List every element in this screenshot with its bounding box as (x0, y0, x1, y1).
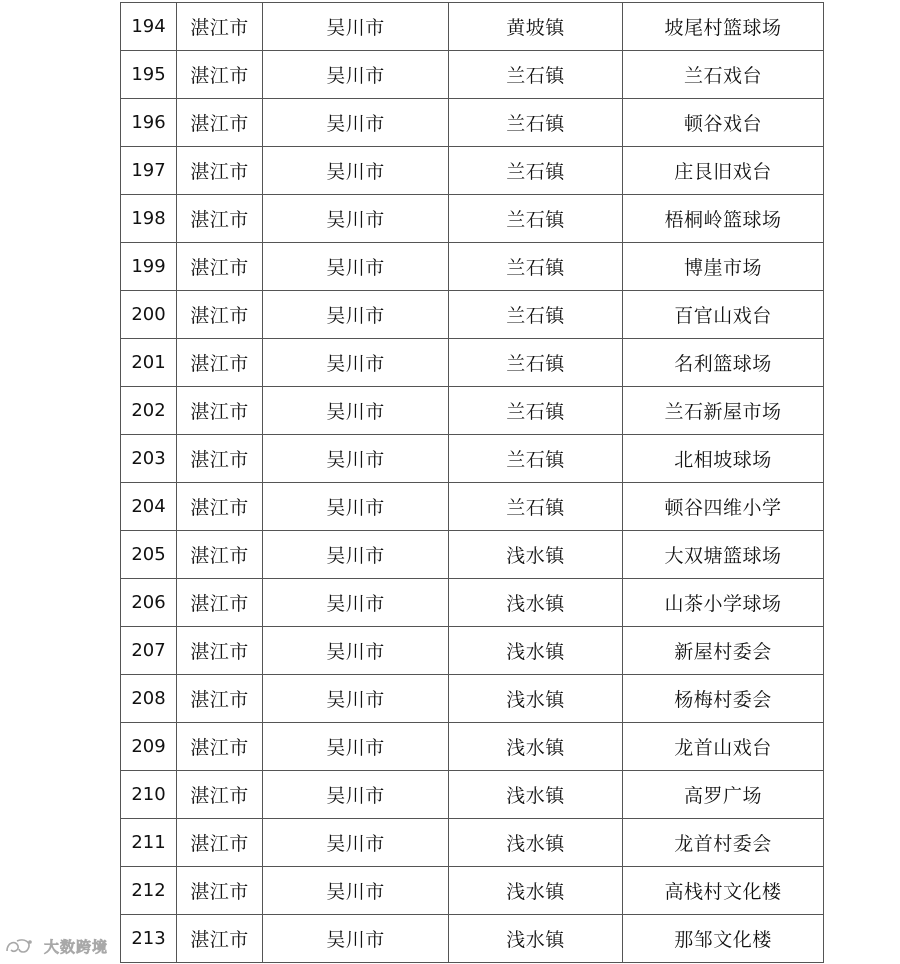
city-cell: 湛江市 (177, 483, 263, 531)
town-cell: 浅水镇 (449, 915, 623, 963)
venue-cell: 北相坡球场 (623, 435, 824, 483)
table-row (121, 3, 824, 51)
town-cell: 兰石镇 (449, 435, 623, 483)
table-row (121, 867, 824, 915)
county-cell: 吴川市 (263, 291, 449, 339)
table-row (121, 435, 824, 483)
town-cell: 浅水镇 (449, 531, 623, 579)
brand-logo-icon (4, 936, 38, 956)
table-row (121, 483, 824, 531)
venue-cell: 庄艮旧戏台 (623, 147, 824, 195)
row-number-cell: 197 (121, 147, 177, 195)
row-number-cell: 205 (121, 531, 177, 579)
city-cell: 湛江市 (177, 339, 263, 387)
city-cell: 湛江市 (177, 627, 263, 675)
row-number-cell: 203 (121, 435, 177, 483)
venue-cell: 那邹文化楼 (623, 915, 824, 963)
city-cell: 湛江市 (177, 867, 263, 915)
table-row (121, 51, 824, 99)
table-row (121, 243, 824, 291)
row-number-cell: 208 (121, 675, 177, 723)
town-cell: 兰石镇 (449, 195, 623, 243)
row-number-cell: 206 (121, 579, 177, 627)
row-number-cell: 207 (121, 627, 177, 675)
row-number-cell: 196 (121, 99, 177, 147)
city-cell: 湛江市 (177, 771, 263, 819)
venue-cell: 龙首村委会 (623, 819, 824, 867)
row-number-cell: 210 (121, 771, 177, 819)
watermark-text: 大数跨境 (44, 937, 109, 956)
town-cell: 兰石镇 (449, 51, 623, 99)
county-cell: 吴川市 (263, 99, 449, 147)
city-cell: 湛江市 (177, 435, 263, 483)
county-cell: 吴川市 (263, 675, 449, 723)
town-cell: 兰石镇 (449, 147, 623, 195)
table-row (121, 819, 824, 867)
row-number-cell: 199 (121, 243, 177, 291)
venue-cell: 梧桐岭篮球场 (623, 195, 824, 243)
town-cell: 兰石镇 (449, 99, 623, 147)
document-sheet (120, 2, 823, 963)
county-cell: 吴川市 (263, 339, 449, 387)
table-row (121, 147, 824, 195)
town-cell: 兰石镇 (449, 483, 623, 531)
city-cell: 湛江市 (177, 291, 263, 339)
county-cell: 吴川市 (263, 579, 449, 627)
row-number-cell: 200 (121, 291, 177, 339)
venue-cell: 坡尾村篮球场 (623, 3, 824, 51)
venue-cell: 兰石新屋市场 (623, 387, 824, 435)
city-cell: 湛江市 (177, 531, 263, 579)
table-row (121, 771, 824, 819)
city-cell: 湛江市 (177, 387, 263, 435)
county-cell: 吴川市 (263, 435, 449, 483)
city-cell: 湛江市 (177, 819, 263, 867)
town-cell: 浅水镇 (449, 579, 623, 627)
town-cell: 浅水镇 (449, 819, 623, 867)
row-number-cell: 212 (121, 867, 177, 915)
venue-cell: 山茶小学球场 (623, 579, 824, 627)
table-row (121, 675, 824, 723)
venue-cell: 兰石戏台 (623, 51, 824, 99)
city-cell: 湛江市 (177, 243, 263, 291)
city-cell: 湛江市 (177, 723, 263, 771)
city-cell: 湛江市 (177, 675, 263, 723)
table-row (121, 531, 824, 579)
table-row (121, 627, 824, 675)
county-cell: 吴川市 (263, 243, 449, 291)
county-cell: 吴川市 (263, 627, 449, 675)
venue-cell: 博崖市场 (623, 243, 824, 291)
town-cell: 浅水镇 (449, 627, 623, 675)
venue-cell: 顿谷戏台 (623, 99, 824, 147)
venue-cell: 名利篮球场 (623, 339, 824, 387)
venue-cell: 大双塘篮球场 (623, 531, 824, 579)
venue-cell: 百官山戏台 (623, 291, 824, 339)
city-cell: 湛江市 (177, 915, 263, 963)
venue-table (120, 2, 824, 963)
city-cell: 湛江市 (177, 99, 263, 147)
table-body (121, 3, 824, 963)
town-cell: 兰石镇 (449, 387, 623, 435)
town-cell: 浅水镇 (449, 675, 623, 723)
venue-cell: 杨梅村委会 (623, 675, 824, 723)
table-row (121, 339, 824, 387)
table-row (121, 99, 824, 147)
venue-cell: 龙首山戏台 (623, 723, 824, 771)
county-cell: 吴川市 (263, 51, 449, 99)
town-cell: 浅水镇 (449, 723, 623, 771)
row-number-cell: 209 (121, 723, 177, 771)
venue-cell: 高栈村文化楼 (623, 867, 824, 915)
town-cell: 浅水镇 (449, 867, 623, 915)
row-number-cell: 195 (121, 51, 177, 99)
row-number-cell: 202 (121, 387, 177, 435)
venue-cell: 新屋村委会 (623, 627, 824, 675)
town-cell: 兰石镇 (449, 291, 623, 339)
county-cell: 吴川市 (263, 195, 449, 243)
county-cell: 吴川市 (263, 3, 449, 51)
county-cell: 吴川市 (263, 531, 449, 579)
town-cell: 兰石镇 (449, 339, 623, 387)
county-cell: 吴川市 (263, 723, 449, 771)
row-number-cell: 194 (121, 3, 177, 51)
venue-cell: 顿谷四维小学 (623, 483, 824, 531)
county-cell: 吴川市 (263, 387, 449, 435)
table-row (121, 915, 824, 963)
watermark (4, 935, 108, 957)
city-cell: 湛江市 (177, 579, 263, 627)
town-cell: 兰石镇 (449, 243, 623, 291)
row-number-cell: 211 (121, 819, 177, 867)
table-row (121, 579, 824, 627)
city-cell: 湛江市 (177, 51, 263, 99)
county-cell: 吴川市 (263, 915, 449, 963)
city-cell: 湛江市 (177, 147, 263, 195)
county-cell: 吴川市 (263, 147, 449, 195)
table-row (121, 723, 824, 771)
city-cell: 湛江市 (177, 3, 263, 51)
table-row (121, 387, 824, 435)
table-row (121, 195, 824, 243)
town-cell: 浅水镇 (449, 771, 623, 819)
city-cell: 湛江市 (177, 195, 263, 243)
row-number-cell: 213 (121, 915, 177, 963)
row-number-cell: 198 (121, 195, 177, 243)
county-cell: 吴川市 (263, 483, 449, 531)
county-cell: 吴川市 (263, 819, 449, 867)
town-cell: 黄坡镇 (449, 3, 623, 51)
county-cell: 吴川市 (263, 771, 449, 819)
county-cell: 吴川市 (263, 867, 449, 915)
row-number-cell: 204 (121, 483, 177, 531)
row-number-cell: 201 (121, 339, 177, 387)
venue-cell: 高罗广场 (623, 771, 824, 819)
table-row (121, 291, 824, 339)
